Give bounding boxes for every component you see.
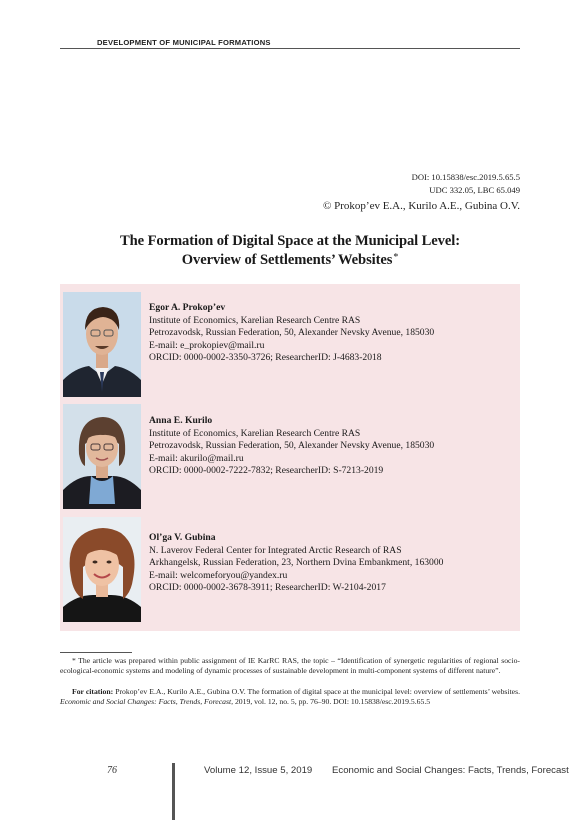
page-number: 76 [107,765,117,776]
citation-tail: 2019, vol. 12, no. 5, pp. 76–90. DOI: 10.15838/esc.2019.5.65.5 [233,697,431,707]
article-title-text: Overview of Settlements’ Websites [181,252,393,268]
footer-journal: Economic and Social Changes: Facts, Trends, Forecast [332,765,569,776]
footer-divider [172,763,175,820]
author-ids: ORCID: 0000-0002-7222-7832; ResearcherID: S-7213-2019 [149,465,384,477]
header-divider [60,48,520,49]
citation-journal: Economic and Social Changes: Facts, Trends, Forecast, [60,697,234,707]
author-address: Arkhangelsk, Russian Federation, 23, Northern Dvina Embankment, 163000 [149,557,444,569]
author-ids: ORCID: 0000-0002-3350-3726; ResearcherID: J-4683-2018 [149,352,382,364]
author-address: Petrozavodsk, Russian Federation, 50, Alexander Nevsky Avenue, 185030 [149,327,435,339]
udc-label: UDC 332.05, LBC 65.049 [429,185,520,195]
article-title-line2 [60,252,520,269]
author-ids: ORCID: 0000-0002-3678-3911; ResearcherID: W-2104-2017 [149,582,386,594]
title-footnote-marker: * [393,252,399,263]
author-card [60,292,520,404]
citation-text: Prokop’ev E.A., Kurilo A.E., Gubina O.V. The formation of digital space at the municipal level: overview of settlements’ websites. [113,687,521,696]
author-institution: N. Laverov Federal Center for Integrated Arctic Research of RAS [149,544,402,556]
author-name: Egor A. Prokop’ev [149,302,226,313]
copyright-line: © Prokop’ev E.A., Kurilo A.E., Gubina O.V. [323,200,520,212]
author-photo [63,292,141,397]
section-header: DEVELOPMENT OF MUNICIPAL FORMATIONS [97,38,271,47]
author-details [149,415,434,478]
citation-label: For citation: [72,687,114,696]
author-name: Ol’ga V. Gubina [149,532,216,543]
author-institution: Institute of Economics, Karelian Research Centre RAS [149,427,361,439]
author-card [60,404,520,516]
author-portrait-image [63,292,141,397]
author-details [149,532,443,595]
authors-panel [60,284,520,631]
author-email[interactable]: E-mail: akurilo@mail.ru [149,452,244,464]
author-portrait-image [63,517,141,622]
author-card [60,517,520,629]
author-address: Petrozavodsk, Russian Federation, 50, Alexander Nevsky Avenue, 185030 [149,440,435,452]
footer-issue: Volume 12, Issue 5, 2019 [204,765,313,776]
doi-label: DOI: 10.15838/esc.2019.5.65.5 [411,172,520,182]
citation-footnote [60,687,520,708]
author-institution: Institute of Economics, Karelian Research Centre RAS [149,314,361,326]
author-portrait-image [63,404,141,509]
author-name: Anna E. Kurilo [149,415,213,426]
funding-footnote: * The article was prepared within public assignment of IE KarRC RAS, the topic – “Identification of synergetic regularities of regional socio-ecological-economic systems and modeling of dynamic processes of sustainable development in multi-component systems of different nature”. [60,656,520,676]
article-title-line1: The Formation of Digital Space at the Municipal Level: [120,233,460,249]
author-photo [63,517,141,622]
author-email[interactable]: E-mail: e_prokopiev@mail.ru [149,339,265,351]
author-photo [63,404,141,509]
author-email[interactable]: E-mail: welcomeforyou@yandex.ru [149,569,288,581]
author-details [149,302,434,365]
footnote-divider [60,652,132,653]
